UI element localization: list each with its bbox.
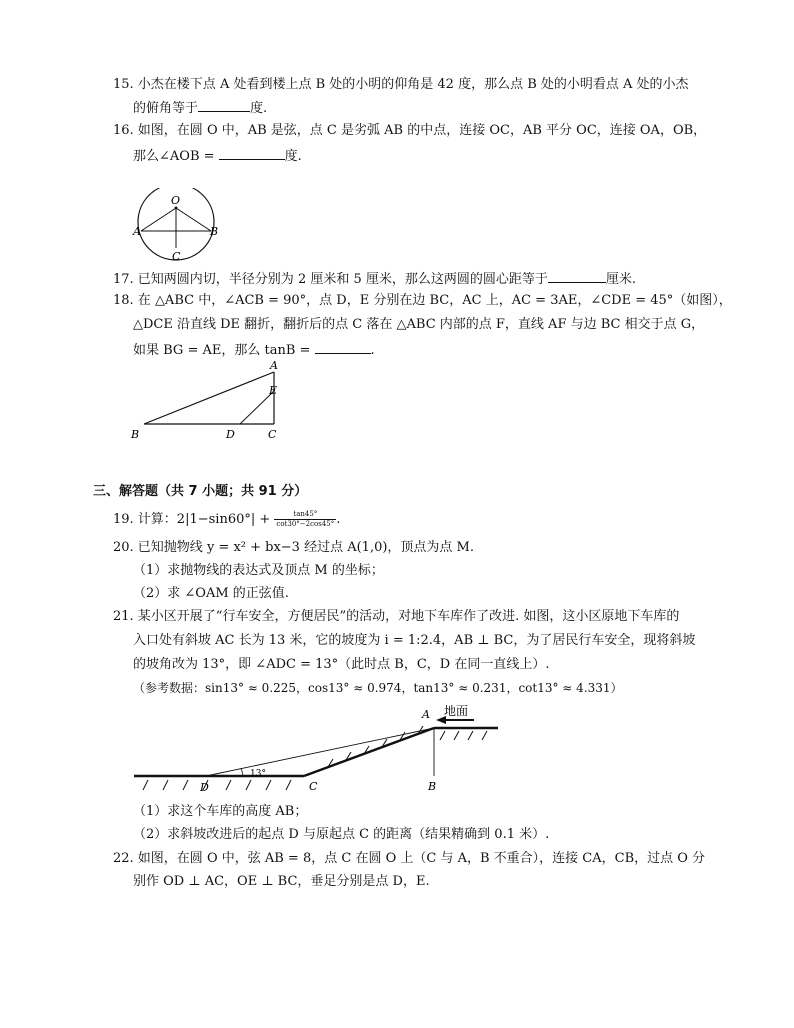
q18-line2: △DCE 沿直线 DE 翻折，翻折后的点 C 落在 △ABC 内部的点 F，直线 AF 与边 BC 相交于点 G，	[133, 317, 705, 332]
q16-line2-text: 那么∠AOB =	[133, 149, 215, 164]
q15-answer-blank	[198, 97, 250, 112]
q19-suffix: .	[336, 512, 341, 527]
q15-line2	[133, 97, 267, 119]
angle-arc	[241, 768, 243, 776]
label-a: A	[133, 225, 141, 238]
q20-line1: 20. 已知抛物线 y = x² + bx−3 经过点 A(1,0)，顶点为点 M.	[113, 540, 475, 555]
q18-line3-end: .	[370, 343, 375, 358]
q21-line2: 入口处有斜坡 AC 长为 13 米，它的坡度为 i = 1:2.4，AB ⊥ BC，为了居民行车安全，现将斜坡	[133, 633, 696, 648]
q19-fraction-denominator: cot30°−2cos45°	[276, 520, 335, 528]
label-a: A	[422, 708, 430, 721]
label-b: B	[131, 428, 140, 441]
q17-line1-text: 17. 已知两圆内切，半径分别为 2 厘米和 5 厘米，那么这两圆的圆心距等于	[113, 272, 548, 287]
q16-line1: 16. 如图，在圆 O 中，AB 是弦，点 C 是劣弧 AB 的中点，连接 OC，AB 平分 OC，连接 OA，OB，	[113, 123, 707, 138]
q15-line2-end: 度.	[250, 101, 268, 116]
label-a: A	[270, 359, 278, 372]
q19-fraction-numerator: tan45°	[274, 510, 336, 520]
q18-triangle-figure	[128, 358, 293, 442]
q17-answer-blank	[548, 268, 606, 283]
q15-line2-text: 的俯角等于	[133, 101, 199, 116]
q22-line2: 别作 OD ⊥ AC，OE ⊥ BC，垂足分别是点 D，E.	[133, 874, 430, 889]
q16-line2	[133, 145, 302, 167]
q16-line2-end: 度.	[284, 149, 302, 164]
q21-line1: 21. 某小区开展了“行车安全，方便居民”的活动，对地下车库作了改进. 如图，这小区原地下车库的	[113, 609, 680, 624]
angle-label: 13°	[250, 769, 266, 779]
q18-line3-text: 如果 BG = AE，那么 tanB =	[133, 343, 311, 358]
q15-line1: 15. 小杰在楼下点 A 处看到楼上点 B 处的小明的仰角是 42 度，那么点 B 处的小明看点 A 处的小杰	[113, 77, 689, 92]
q16-answer-blank	[219, 145, 285, 160]
section-heading: 三、解答题（共 7 小题；共 91 分）	[93, 484, 308, 499]
label-e: E	[269, 384, 278, 397]
label-d: D	[200, 781, 209, 794]
q21-line3: 的坡角改为 13°，即 ∠ADC = 13°（此时点 B，C，D 在同一直线上）.	[133, 657, 550, 672]
label-b: B	[428, 780, 437, 793]
q19-prefix: 19. 计算：2|1−sin60°| +	[113, 512, 271, 527]
q19-fraction	[274, 510, 336, 529]
slope-ad	[206, 728, 434, 776]
label-c: C	[309, 780, 318, 793]
q21-part2: （2）求斜坡改进后的起点 D 与原起点 C 的距离（结果精确到 0.1 米）.	[133, 827, 550, 842]
q21-reference-data: （参考数据：sin13° ≈ 0.225，cos13° ≈ 0.974，tan13° ≈ 0.231，cot13° ≈ 4.331）	[133, 681, 623, 695]
q20-part1: （1）求抛物线的表达式及顶点 M 的坐标；	[133, 563, 384, 578]
label-o: O	[171, 194, 181, 207]
q19-line	[113, 510, 340, 530]
upper-ground-hatching	[440, 731, 487, 740]
q22-line1: 22. 如图，在圆 O 中，弦 AB = 8，点 C 在圆 O 上（C 与 A，B 不重合），连接 CA，CB，过点 O 分	[113, 851, 706, 866]
label-d: D	[226, 428, 235, 441]
q17-line1-end: 厘米.	[605, 272, 637, 287]
q21-part1: （1）求这个车库的高度 AB；	[133, 804, 308, 819]
slope-ac	[304, 728, 434, 776]
q20-part2: （2）求 ∠OAM 的正弦值.	[133, 586, 289, 601]
label-c: C	[268, 428, 277, 441]
q16-circle-figure	[128, 188, 224, 266]
segment-ab	[144, 372, 274, 424]
q18-answer-blank	[315, 339, 371, 354]
ground-label: 地面	[444, 704, 469, 718]
segment-ob	[176, 208, 211, 231]
q17-line1	[113, 268, 636, 290]
label-c: C	[172, 250, 181, 263]
lower-ground-hatching	[143, 780, 291, 790]
q21-slope-figure	[128, 698, 508, 798]
segment-oa	[141, 208, 176, 231]
q18-line1: 18. 在 △ABC 中，∠ACB = 90°，点 D，E 分别在边 BC，AC 上，AC = 3AE，∠CDE = 45°（如图），	[113, 293, 732, 308]
label-b: B	[210, 225, 219, 238]
